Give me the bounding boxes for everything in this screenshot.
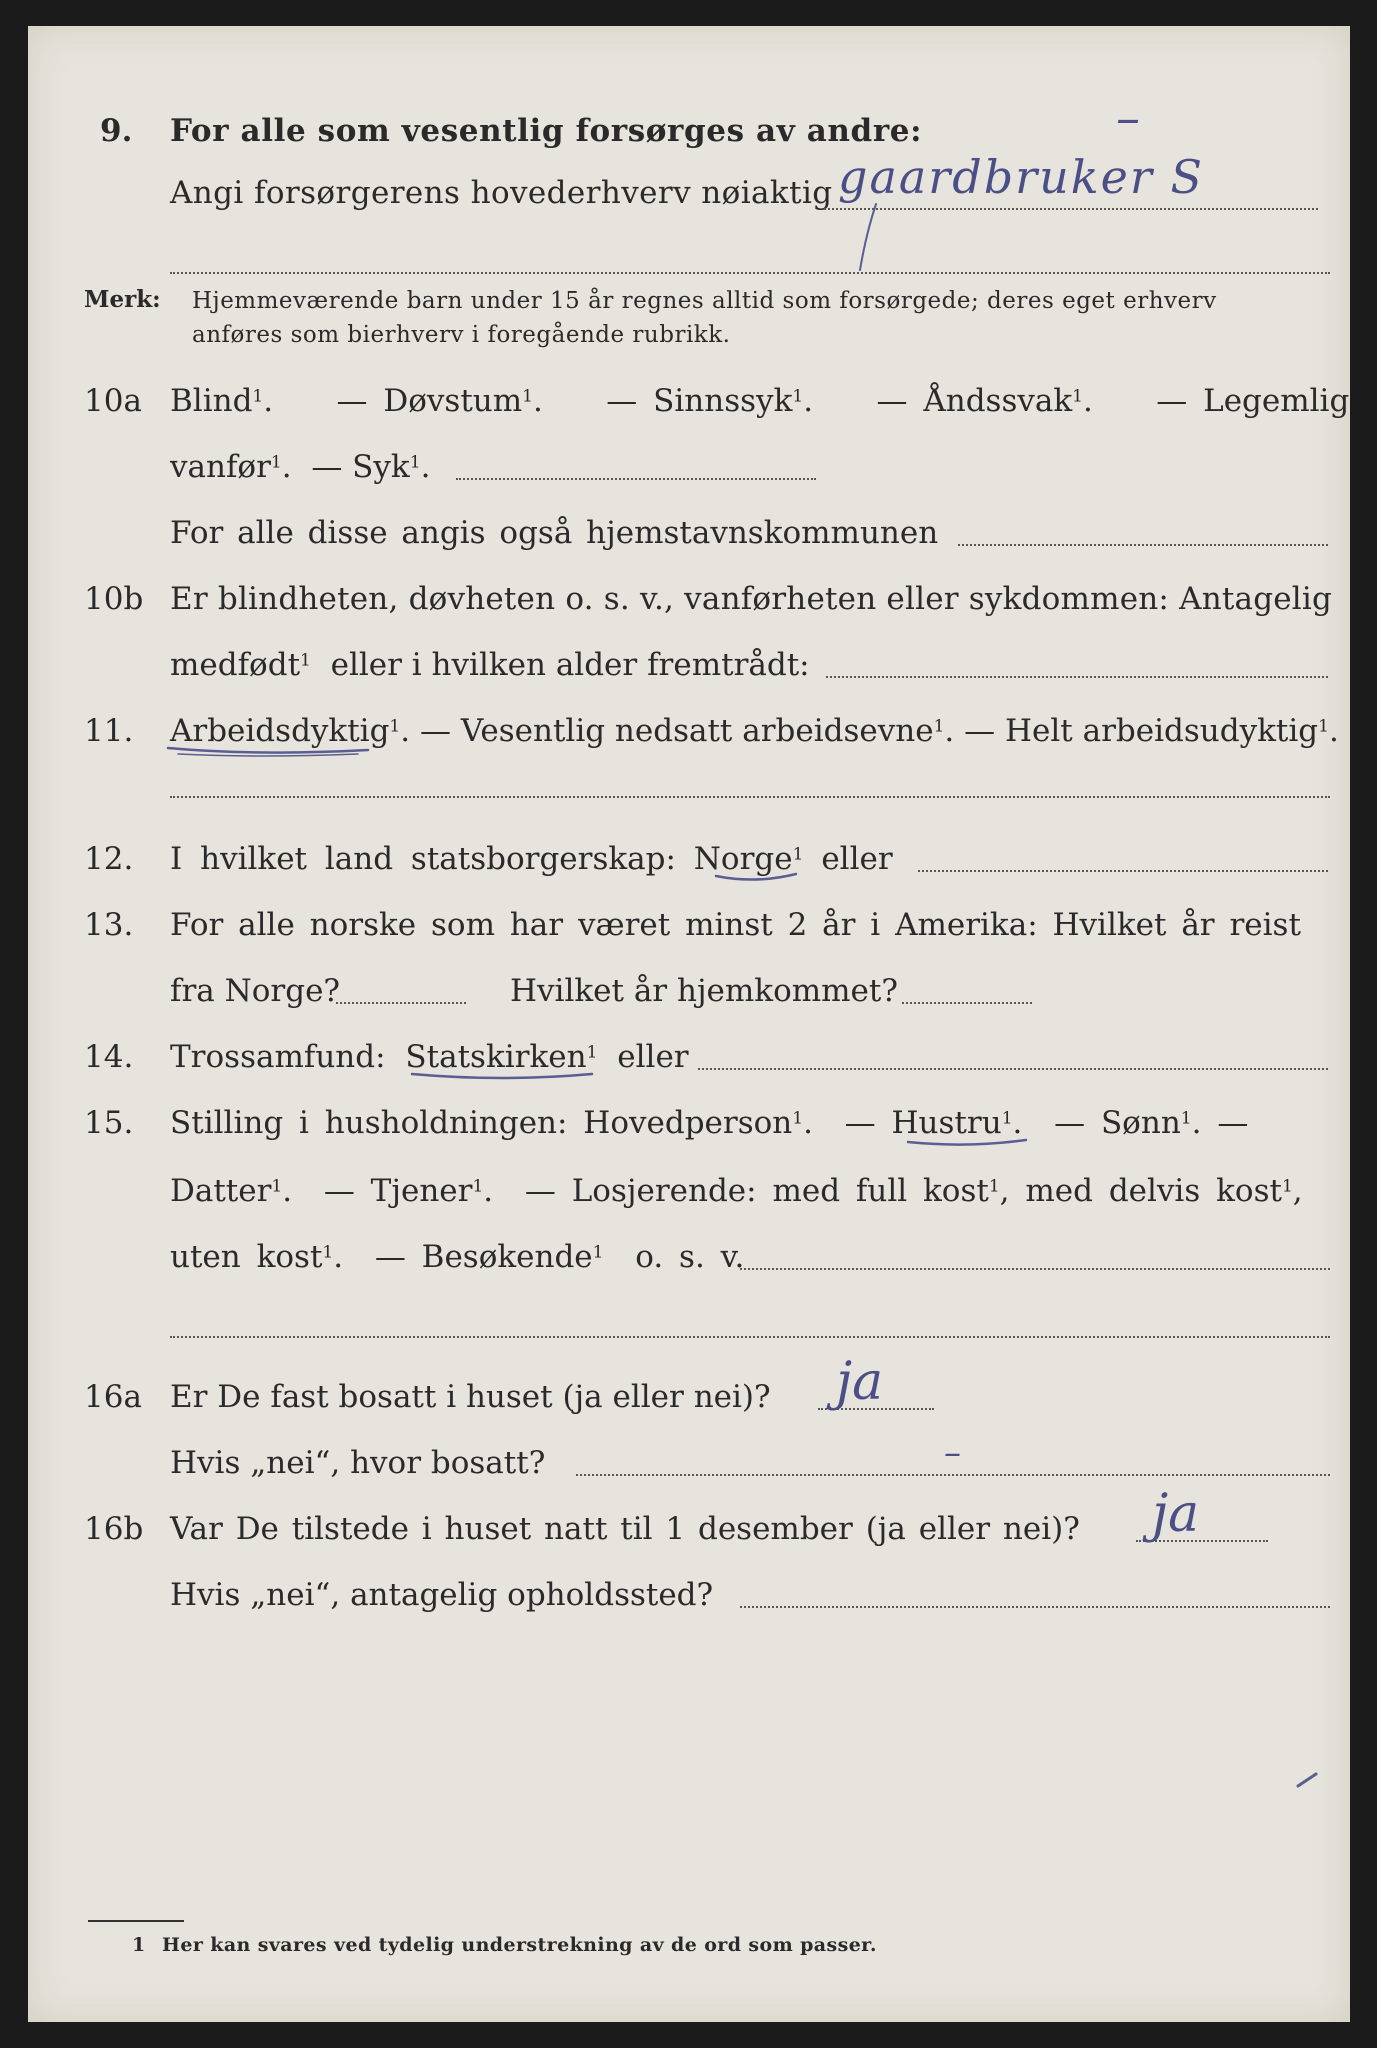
footnote-ref: 1 bbox=[792, 386, 804, 407]
comma: , bbox=[1292, 1173, 1303, 1209]
q15-number: 15. bbox=[84, 1105, 134, 1141]
option-andssvak: — Åndssvak bbox=[876, 383, 1073, 419]
q16a-followup-line bbox=[576, 1474, 1330, 1476]
option-udyktig: — Helt arbeidsudyktig bbox=[964, 713, 1319, 749]
q16a-followup-answer: – bbox=[944, 1433, 961, 1473]
option-norge: Norge bbox=[693, 841, 793, 877]
q11-options: Arbeidsdyktig$^1$. — Vesentlig nedsatt arbeidsevne$^1$. — Helt arbeidsudyktig$^1$. bbox=[170, 713, 1339, 749]
merk-line2: anføres som bierhverv i foregående rubrikk. bbox=[192, 322, 731, 348]
footnote-ref: 1 bbox=[252, 386, 264, 407]
q13-line2b: Hvilket år hjemkommet? bbox=[510, 973, 898, 1009]
q9-number: 9. bbox=[100, 113, 133, 149]
q13-line1: For alle norske som har været minst 2 år i Amerika: Hvilket år reist bbox=[170, 907, 1301, 943]
q9-prompt: Angi forsørgerens hovederhverv nøiaktig bbox=[170, 175, 833, 211]
q16b-followup-line bbox=[740, 1606, 1330, 1608]
footnote-ref: 1 bbox=[472, 1176, 484, 1197]
footnote-ref: 1 bbox=[792, 1108, 804, 1129]
q14-prompt: Trossamfund: bbox=[170, 1039, 386, 1075]
footnote-ref: 1 bbox=[522, 386, 534, 407]
q13-reist-line bbox=[336, 1002, 466, 1004]
q10b-line1: Er blindheten, døvheten o. s. v., vanførheten eller sykdommen: Antagelig bbox=[170, 581, 1333, 617]
underline-arbeidsdyktig-2 bbox=[178, 754, 358, 756]
q9-answer-line bbox=[824, 208, 1318, 210]
q15-line1: Stilling i husholdningen: Hovedperson$^1$. — Hustru$^1$. — Sønn$^1$. — bbox=[170, 1105, 1249, 1141]
merk-line1: Hjemmeværende barn under 15 år regnes alltid som forsørgede; deres eget erhverv bbox=[192, 288, 1217, 314]
footnote-ref: 1 bbox=[1001, 1108, 1013, 1129]
q16b-prompt: Var De tilstede i huset natt til 1 desember (ja eller nei)? bbox=[170, 1511, 1080, 1547]
footnote-ref: 1 bbox=[592, 1242, 604, 1263]
footnote-ref: 1 bbox=[389, 716, 401, 737]
option-vanfor: vanfør bbox=[170, 449, 271, 485]
footnote-ref: 1 bbox=[270, 452, 282, 473]
q9-title-answer: – bbox=[1116, 90, 1140, 146]
footnote-text: Her kan svares ved tydelig understrekning av de ord som passer. bbox=[162, 1934, 877, 1956]
q16b-answer: ja bbox=[1152, 1484, 1200, 1544]
option-statskirken: Statskirken bbox=[405, 1039, 587, 1075]
footnote-ref: 1 bbox=[1072, 386, 1083, 407]
footnote-ref: 1 bbox=[322, 1242, 334, 1263]
q12-line bbox=[170, 841, 893, 877]
q10b-line2 bbox=[170, 647, 810, 683]
q13-number: 13. bbox=[84, 907, 134, 943]
merk-label: Merk: bbox=[84, 286, 161, 313]
q12-suffix: eller bbox=[821, 841, 893, 877]
footnote-ref: 1 bbox=[300, 650, 311, 671]
q16b-followup: Hvis „nei“, antagelig opholdssted? bbox=[170, 1577, 714, 1613]
q14-answer-line bbox=[698, 1068, 1328, 1070]
q13-hjemkommet-line bbox=[902, 1002, 1032, 1004]
q15-divider bbox=[170, 1336, 1330, 1338]
q12-number: 12. bbox=[84, 841, 134, 877]
q15-line3: uten kost$^1$. — Besøkende$^1$ o. s. v. bbox=[170, 1239, 745, 1275]
q10b-number: 10b bbox=[84, 581, 144, 617]
q16a-prompt: Er De fast bosatt i huset (ja eller nei)? bbox=[170, 1379, 771, 1415]
option-datter: Datter bbox=[170, 1173, 272, 1209]
option-full-kost: — Losjerende: med full kost bbox=[524, 1173, 989, 1209]
option-medfodt: medfødt bbox=[170, 647, 301, 683]
footnote-ref: 1 bbox=[586, 1042, 598, 1063]
option-delvis-kost: , med delvis kost bbox=[999, 1173, 1282, 1209]
q11-number: 11. bbox=[84, 713, 134, 749]
q15-hovedperson: Stilling i husholdningen: Hovedperson bbox=[170, 1105, 793, 1141]
q15-line2: Datter$^1$. — Tjener$^1$. — Losjerende: med full kost$^1$, med delvis kost$^1$, bbox=[170, 1173, 1303, 1209]
footnote-ref: 1 bbox=[409, 452, 421, 473]
footnote-ref: 1 bbox=[792, 844, 804, 865]
option-hustru: — Hustru bbox=[844, 1105, 1002, 1141]
q14-line bbox=[170, 1039, 689, 1075]
q12-prompt: I hvilket land statsborgerskap: bbox=[170, 841, 676, 877]
q16a-answer: ja bbox=[836, 1352, 884, 1412]
dash: — bbox=[1217, 1105, 1249, 1141]
option-dovstum: — Døvstum bbox=[336, 383, 523, 419]
q10a-hjemstavn-line bbox=[958, 544, 1328, 546]
q16b-number: 16b bbox=[84, 1511, 144, 1547]
q10b-answer-line bbox=[826, 676, 1328, 678]
q10a-line2: vanfør$^1$. — Syk$^1$. bbox=[170, 449, 431, 485]
footnote-ref: 1 bbox=[1180, 1108, 1192, 1129]
footnote-ref: 1 bbox=[271, 1176, 283, 1197]
q10a-line1: Blind$^1$. — Døvstum$^1$. — Sinnssyk$^1$. — Åndssvak$^1$. — Legemlig bbox=[170, 383, 1350, 419]
q15-answer-line bbox=[740, 1268, 1330, 1270]
q16a-followup: Hvis „nei“, hvor bosatt? bbox=[170, 1445, 546, 1481]
option-legemlig: — Legemlig bbox=[1156, 383, 1350, 419]
option-tjener: — Tjener bbox=[323, 1173, 473, 1209]
option-blind: Blind bbox=[170, 383, 253, 419]
option-uten-kost: uten kost bbox=[170, 1239, 323, 1275]
q10a-syk-line bbox=[456, 478, 816, 480]
option-nedsatt: — Vesentlig nedsatt arbeidsevne bbox=[419, 713, 934, 749]
q9-title: For alle som vesentlig forsørges av andre: bbox=[170, 113, 923, 149]
footnote-ref: 1 bbox=[1281, 1176, 1293, 1197]
q14-number: 14. bbox=[84, 1039, 134, 1075]
option-sonn: — Sønn bbox=[1054, 1105, 1181, 1141]
q9-answer: gaardbruker S bbox=[838, 150, 1205, 204]
q12-answer-line bbox=[918, 870, 1328, 872]
footnote-mark: 1 bbox=[132, 1934, 146, 1956]
footnote-rule bbox=[88, 1920, 184, 1922]
q13-line2a: fra Norge? bbox=[170, 973, 341, 1009]
q10b-prompt: eller i hvilken alder fremtrådt: bbox=[330, 647, 810, 683]
option-syk: — Syk bbox=[311, 449, 410, 485]
q11-divider bbox=[170, 796, 1330, 798]
option-sinnssyk: — Sinnssyk bbox=[606, 383, 793, 419]
q14-suffix: eller bbox=[617, 1039, 689, 1075]
option-besokende: — Besøkende bbox=[374, 1239, 593, 1275]
form-sheet bbox=[28, 26, 1350, 2022]
q10a-line3: For alle disse angis også hjemstavnskommunen bbox=[170, 515, 939, 551]
osv: o. s. v. bbox=[635, 1239, 745, 1275]
q16a-number: 16a bbox=[84, 1379, 142, 1415]
margin-stroke bbox=[1298, 1774, 1316, 1786]
q9-divider bbox=[170, 272, 1330, 274]
footnote-ref: 1 bbox=[1318, 716, 1329, 737]
q10a-number: 10a bbox=[84, 383, 142, 419]
footnote-ref: 1 bbox=[988, 1176, 1000, 1197]
q9-stroke bbox=[860, 204, 876, 270]
footnote-ref: 1 bbox=[933, 716, 945, 737]
option-arbeidsdyktig: Arbeidsdyktig bbox=[170, 713, 390, 749]
